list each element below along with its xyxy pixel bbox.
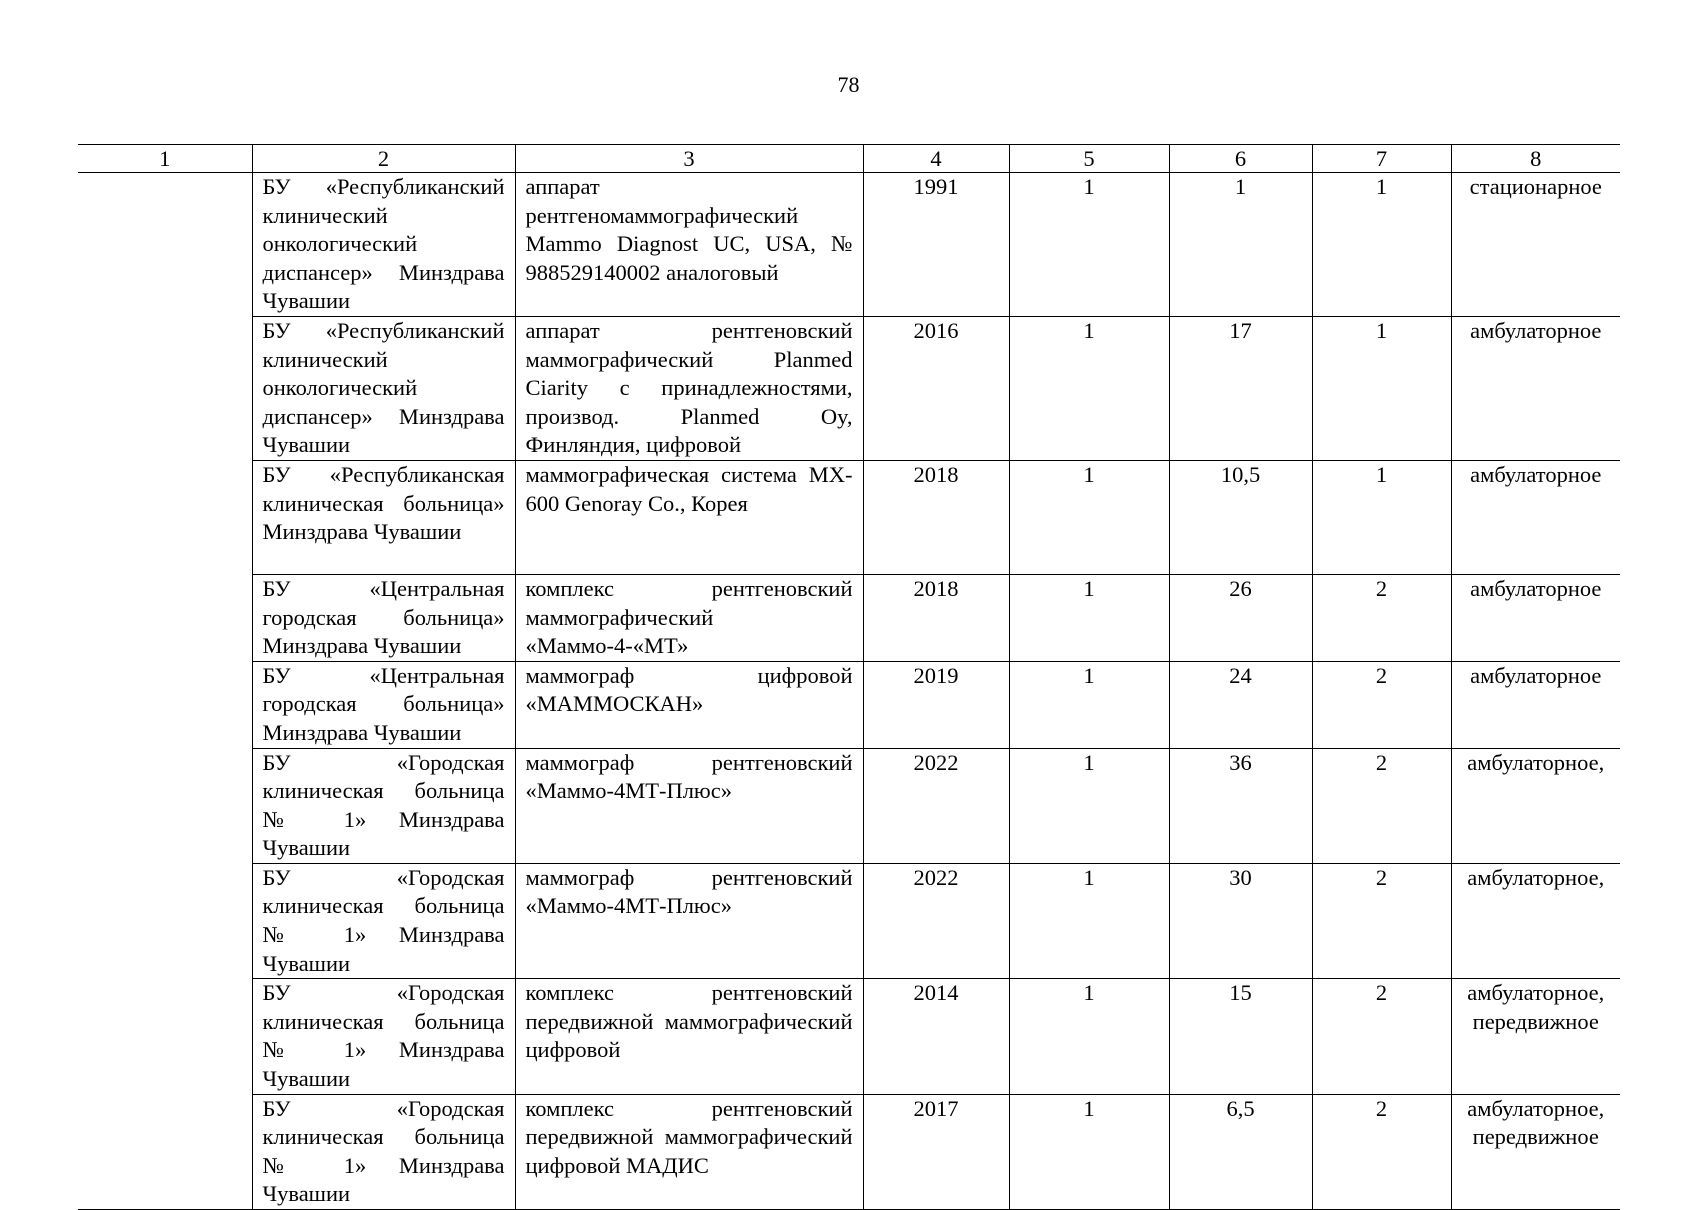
cell-col7: 2 (1312, 661, 1451, 748)
cell-organization: БУ «Республиканская клиническая больница» Минздрава Чувашии (252, 460, 515, 574)
cell-col5: 1 (1009, 460, 1169, 574)
table-row (78, 574, 1620, 661)
cell-organization: БУ «Центральная городская больница» Минздрава Чувашии (252, 574, 515, 661)
cell-device: комплекс рентгеновский передвижной маммографический цифровой МАДИС (515, 1094, 863, 1209)
cell-organization: БУ «Республиканский клинический онкологический диспансер» Минздрава Чувашии (252, 316, 515, 460)
cell-col1 (78, 748, 252, 863)
table-row (78, 979, 1620, 1094)
cell-col6: 10,5 (1169, 460, 1312, 574)
column-header: 7 (1312, 145, 1451, 173)
cell-col5: 1 (1009, 1094, 1169, 1209)
column-header: 1 (78, 145, 252, 173)
cell-device: аппарат рентгеномаммографический Mammo Diagnost UC, USA, № 988529140002 аналоговый (515, 173, 863, 317)
cell-col7: 2 (1312, 863, 1451, 978)
cell-organization: БУ «Городская клиническая больница № 1» Минздрава Чувашии (252, 1094, 515, 1209)
cell-type: стационарное (1451, 173, 1620, 317)
table-row (78, 316, 1620, 460)
cell-year: 2018 (863, 460, 1009, 574)
cell-organization: БУ «Городская клиническая больница № 1» Минздрава Чувашии (252, 979, 515, 1094)
cell-col6: 15 (1169, 979, 1312, 1094)
cell-col6: 30 (1169, 863, 1312, 978)
cell-year: 2019 (863, 661, 1009, 748)
cell-col5: 1 (1009, 863, 1169, 978)
cell-device: комплекс рентгеновский передвижной маммографический цифровой (515, 979, 863, 1094)
table-row (78, 460, 1620, 574)
cell-device: комплекс рентгеновский маммографический «Маммо-4-«МТ» (515, 574, 863, 661)
cell-col5: 1 (1009, 661, 1169, 748)
cell-type: амбулаторное, (1451, 748, 1620, 863)
cell-organization: БУ «Республиканский клинический онкологический диспансер» Минздрава Чувашии (252, 173, 515, 317)
cell-col6: 36 (1169, 748, 1312, 863)
cell-device: маммограф цифровой «МАММОСКАН» (515, 661, 863, 748)
cell-type: амбулаторное (1451, 661, 1620, 748)
cell-year: 2022 (863, 863, 1009, 978)
cell-col1 (78, 316, 252, 460)
equipment-table (78, 144, 1620, 1210)
cell-organization: БУ «Центральная городская больница» Минздрава Чувашии (252, 661, 515, 748)
cell-col7: 2 (1312, 574, 1451, 661)
cell-col1 (78, 661, 252, 748)
cell-col6: 24 (1169, 661, 1312, 748)
cell-col6: 6,5 (1169, 1094, 1312, 1209)
cell-col7: 2 (1312, 979, 1451, 1094)
cell-type: амбулаторное (1451, 460, 1620, 574)
cell-col1 (78, 979, 252, 1094)
cell-col5: 1 (1009, 173, 1169, 317)
column-header: 3 (515, 145, 863, 173)
table-row (78, 748, 1620, 863)
cell-col7: 1 (1312, 460, 1451, 574)
cell-year: 2017 (863, 1094, 1009, 1209)
cell-col5: 1 (1009, 979, 1169, 1094)
cell-col5: 1 (1009, 574, 1169, 661)
cell-col1 (78, 460, 252, 574)
cell-type: амбулаторное (1451, 316, 1620, 460)
cell-year: 2016 (863, 316, 1009, 460)
cell-organization: БУ «Городская клиническая больница № 1» Минздрава Чувашии (252, 748, 515, 863)
cell-device: аппарат рентгеновский маммографический Planmed Ciarity с принадлежностями, производ. Planmed Oy, Финляндия, цифровой (515, 316, 863, 460)
cell-col1 (78, 574, 252, 661)
table-row (78, 173, 1620, 317)
cell-col1 (78, 173, 252, 317)
cell-col6: 1 (1169, 173, 1312, 317)
cell-device: маммограф рентгеновский «Маммо-4МТ-Плюс» (515, 863, 863, 978)
column-header: 2 (252, 145, 515, 173)
cell-year: 2018 (863, 574, 1009, 661)
page-number: 78 (837, 72, 860, 97)
column-header: 8 (1451, 145, 1620, 173)
cell-organization: БУ «Городская клиническая больница № 1» Минздрава Чувашии (252, 863, 515, 978)
table-row (78, 661, 1620, 748)
header-row (78, 145, 1620, 173)
cell-type: амбулаторное, передвижное (1451, 979, 1620, 1094)
cell-year: 2022 (863, 748, 1009, 863)
cell-type: амбулаторное, (1451, 863, 1620, 978)
cell-col5: 1 (1009, 316, 1169, 460)
cell-year: 2014 (863, 979, 1009, 1094)
cell-col7: 2 (1312, 1094, 1451, 1209)
cell-col7: 1 (1312, 316, 1451, 460)
table-row (78, 1094, 1620, 1209)
table-row (78, 863, 1620, 978)
cell-type: амбулаторное (1451, 574, 1620, 661)
cell-year: 1991 (863, 173, 1009, 317)
column-header: 5 (1009, 145, 1169, 173)
cell-col7: 1 (1312, 173, 1451, 317)
cell-type: амбулаторное, передвижное (1451, 1094, 1620, 1209)
cell-col5: 1 (1009, 748, 1169, 863)
cell-col1 (78, 863, 252, 978)
column-header: 6 (1169, 145, 1312, 173)
cell-device: маммограф рентгеновский «Маммо-4МТ-Плюс» (515, 748, 863, 863)
column-header: 4 (863, 145, 1009, 173)
cell-device: маммографическая система MX-600 Genoray Co., Корея (515, 460, 863, 574)
cell-col7: 2 (1312, 748, 1451, 863)
cell-col6: 17 (1169, 316, 1312, 460)
cell-col1 (78, 1094, 252, 1209)
cell-col6: 26 (1169, 574, 1312, 661)
